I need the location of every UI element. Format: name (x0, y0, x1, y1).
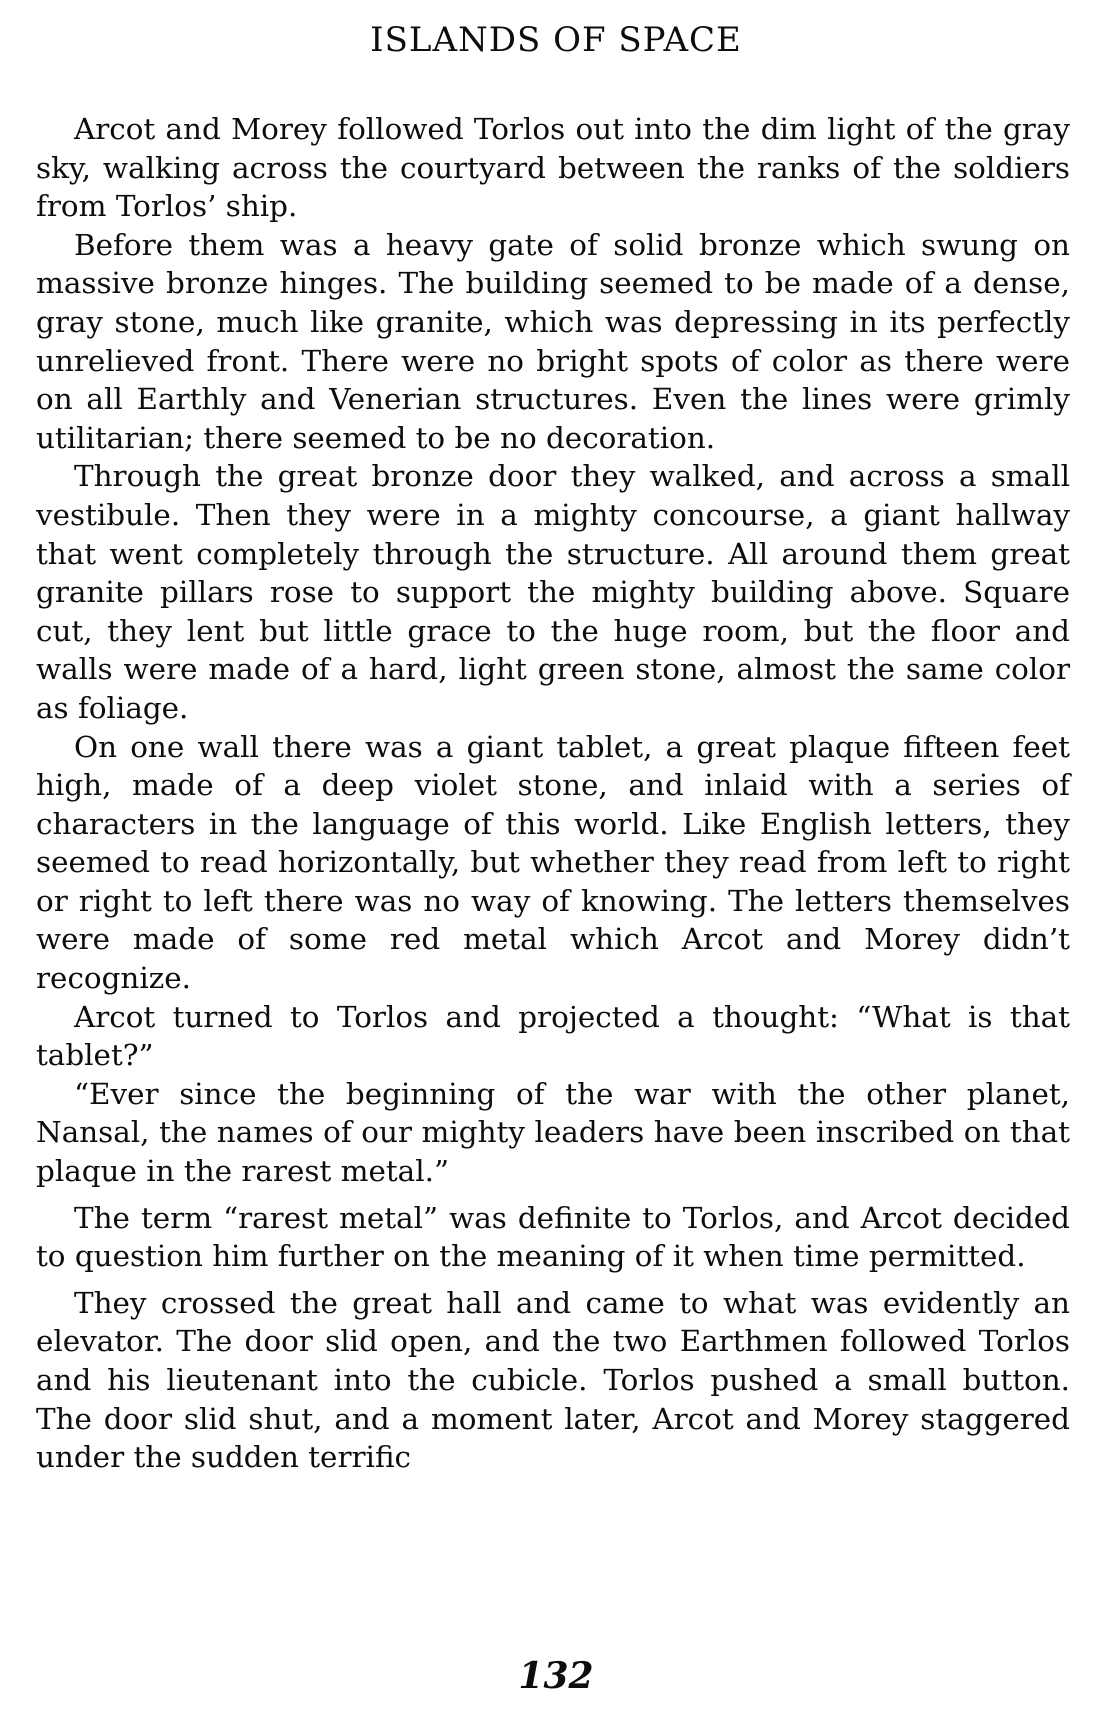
paragraph: Through the great bronze door they walked, and across a small vestibule. Then they were in a mighty concourse, a giant hallway that went completely through the structure. All around them great granite pillars rose to support the mighty building above. Square cut, they lent but little grace to the huge room, but the floor and walls were made of a hard, light green stone, almost the same color as foliage. (36, 459, 1070, 725)
running-title: ISLANDS OF SPACE (370, 20, 742, 60)
paragraph: Before them was a heavy gate of solid bronze which swung on massive bronze hinges. The building seemed to be made of a dense, gray stone, much like granite, which was depressing in its perfectly unrelieved front. There were no bright spots of color as there were on all Earthly and Venerian structures. Even the lines were grimly utilitarian; there seemed to be no decoration. (36, 227, 1070, 455)
paragraph: The term “rarest metal” was definite to Torlos, and Arcot decided to question him further on the meaning of it when time permitted. (36, 1200, 1070, 1274)
page-number: 132 (518, 1655, 594, 1697)
paragraph: Arcot and Morey followed Torlos out into the dim light of the gray sky, walking across the courtyard between the ranks of the soldiers from Torlos’ ship. (36, 112, 1070, 224)
paragraph: Arcot turned to Torlos and projected a thought: “What is that tablet?” (36, 999, 1070, 1073)
paragraph: On one wall there was a giant tablet, a great plaque fifteen feet high, made of a deep violet stone, and inlaid with a series of characters in the language of this world. Like English letters, they seemed to read horizontally, but whether they read from left to right or right to left there was no way of knowing. The letters themselves were made of some red metal which Arcot and Morey didn’t recognize. (36, 729, 1070, 996)
body-text (36, 110, 1070, 1477)
paragraph: They crossed the great hall and came to what was evidently an elevator. The door slid open, and the two Earthmen followed Torlos and his lieutenant into the cubicle. Torlos pushed a small button. The door slid shut, and a moment later, Arcot and Morey staggered under the sudden terrific (36, 1285, 1070, 1475)
paragraph: “Ever since the beginning of the war with the other planet, Nansal, the names of our mighty leaders have been inscribed on that plaque in the rarest metal.” (36, 1076, 1070, 1189)
